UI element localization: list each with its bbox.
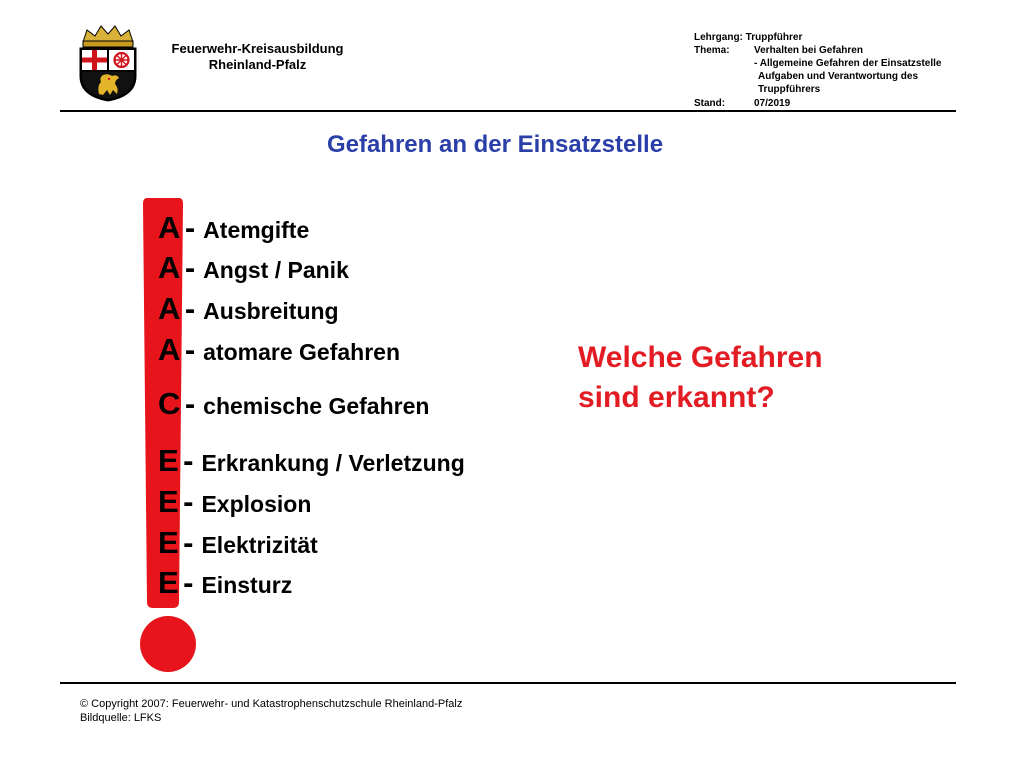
hazard-text: atomare Gefahren bbox=[203, 339, 401, 365]
org-title-line2: Rheinland-Pfalz bbox=[208, 57, 307, 72]
meta-row-thema-3: Aufgaben und Verantwortung des bbox=[758, 71, 919, 82]
hazard-text: Elektrizität bbox=[201, 532, 318, 558]
meta-row-lehrgang bbox=[694, 32, 802, 44]
footer-divider bbox=[60, 682, 956, 684]
hazard-item bbox=[158, 525, 318, 561]
question-line1: Welche Gefahren bbox=[578, 341, 823, 374]
hazard-dash: - bbox=[184, 386, 196, 421]
hazard-letter: E bbox=[158, 443, 179, 478]
header-divider bbox=[60, 110, 956, 112]
meta-key: Stand: bbox=[694, 98, 726, 109]
hazard-text: Einsturz bbox=[201, 572, 293, 598]
meta-key: Thema: bbox=[694, 45, 730, 56]
hazard-letter: C bbox=[158, 386, 181, 421]
hazard-dash: - bbox=[183, 565, 194, 600]
hazard-letter: E bbox=[158, 484, 179, 519]
hazard-letter: E bbox=[158, 525, 179, 560]
meta-row-thema bbox=[694, 45, 863, 57]
copyright-text: © Copyright 2007: Feuerwehr- und Katastrophenschutzschule Rheinland-Pfalz bbox=[80, 698, 463, 710]
hazard-text: chemische Gefahren bbox=[203, 393, 430, 419]
hazard-item bbox=[158, 484, 311, 520]
hazard-item bbox=[158, 386, 429, 422]
question-line2: sind erkannt? bbox=[578, 381, 775, 414]
hazard-dash: - bbox=[183, 484, 194, 519]
meta-row-stand bbox=[694, 98, 790, 110]
org-title-line1: Feuerwehr-Kreisausbildung bbox=[171, 41, 344, 56]
hazard-text: Erkrankung / Verletzung bbox=[201, 450, 465, 476]
hazard-dash: - bbox=[184, 210, 196, 245]
hazard-letter: A bbox=[158, 291, 181, 326]
hazard-dash: - bbox=[183, 525, 194, 560]
hazard-text: Ausbreitung bbox=[203, 298, 339, 324]
hazard-item bbox=[158, 250, 349, 286]
meta-value: 07/2019 bbox=[754, 98, 791, 109]
coat-of-arms-icon bbox=[77, 24, 139, 102]
question-text bbox=[578, 338, 823, 418]
meta-value: Truppführer bbox=[745, 32, 803, 43]
hazard-dash: - bbox=[184, 332, 196, 367]
hazard-dash: - bbox=[184, 291, 196, 326]
exclamation-dot bbox=[140, 616, 196, 672]
hazard-item bbox=[158, 443, 465, 479]
meta-key: Lehrgang: bbox=[694, 32, 743, 43]
hazard-item bbox=[158, 565, 292, 601]
hazard-letter: A bbox=[158, 210, 181, 245]
hazard-text: Atemgifte bbox=[203, 217, 310, 243]
hazard-item bbox=[158, 291, 339, 327]
hazard-item bbox=[158, 210, 309, 246]
page-title: Gefahren an der Einsatzstelle bbox=[326, 131, 664, 158]
hazard-text: Explosion bbox=[201, 491, 312, 517]
hazard-letter: A bbox=[158, 250, 181, 285]
meta-row-thema-2: - Allgemeine Gefahren der Einsatzstelle bbox=[754, 58, 942, 69]
hazard-dash: - bbox=[184, 250, 196, 285]
hazard-item bbox=[158, 332, 400, 368]
hazard-dash: - bbox=[183, 443, 194, 478]
hazard-letter: A bbox=[158, 332, 181, 367]
meta-value: Verhalten bei Gefahren bbox=[754, 45, 863, 56]
image-source-text: Bildquelle: LFKS bbox=[80, 712, 162, 724]
hazard-text: Angst / Panik bbox=[203, 257, 349, 283]
hazard-letter: E bbox=[158, 565, 179, 600]
meta-row-thema-4: Truppführers bbox=[758, 84, 821, 95]
